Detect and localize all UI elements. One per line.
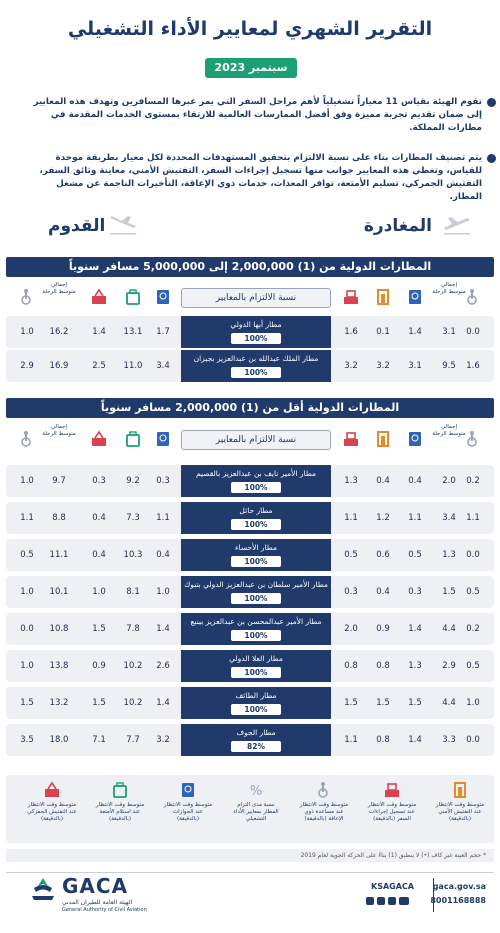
departure-value: 0.0 <box>466 735 480 745</box>
airport-name: مطار الملك عبدالله بن عبدالعزيز بجيزان <box>193 354 319 363</box>
departure-value: 3.2 <box>344 361 358 371</box>
compliance-percent: 100% <box>231 333 281 344</box>
departure-value: 0.1 <box>376 327 390 337</box>
arrival-value: 1.7 <box>156 327 170 337</box>
airport-cell <box>181 465 331 497</box>
airport-cell <box>181 724 331 756</box>
percent-icon <box>230 781 282 799</box>
intro-text-2: يتم تصنيف المطارات بناء على نسبة الالتزام بتحقيق المستهدفات المحددة لكل معيار بطريقة موحدة للقياس، وتغطي هذه المعايير جوانب منها تسجيل إجراءات السفر، التفتيش الأمني، معاينة وثائق السفر، التفتيش الجمركي، تسليم الأمتعة، توافر المعدات، خدمات ذوي الإعاقة، التأخيرات الناجمة عن مشغل المطار. <box>39 153 482 202</box>
wheelchair-icon <box>464 430 482 448</box>
departure-value: 2.9 <box>442 661 456 671</box>
departure-value: 2.0 <box>344 624 358 634</box>
departure-value: 1.1 <box>408 513 422 523</box>
facebook-icon <box>388 897 396 905</box>
airport-name: مطار حائل <box>239 506 273 515</box>
legend <box>6 775 494 843</box>
departure-value: 1.4 <box>408 624 422 634</box>
legend-item <box>298 781 350 823</box>
arrival-value: 3.5 <box>20 735 34 745</box>
website-link[interactable]: gaca.gov.sa <box>432 882 486 891</box>
airport-cell <box>181 687 331 719</box>
departure-value: 0.0 <box>466 327 480 337</box>
avg-trip-label: إجمالي متوسط الرحلة <box>42 282 76 295</box>
legend-item <box>434 781 486 823</box>
legend-text: متوسط وقت الانتظار عند التفتيش الجمركي (بالدقيقة) <box>27 802 77 822</box>
compliance-percent: 100% <box>231 556 281 567</box>
departure-value: 1.1 <box>344 735 358 745</box>
arrival-value: 13.8 <box>49 661 69 671</box>
legend-text: متوسط وقت الانتظار عند التفتيش الأمني (بالدقيقة) <box>435 802 485 822</box>
arrival-value: 9.2 <box>126 476 140 486</box>
logo-arabic: الهيئة العامة للطيران المدني <box>62 899 133 906</box>
table-row <box>6 650 494 682</box>
arrival-value: 7.8 <box>126 624 140 634</box>
section-title-small-airports: المطارات الدولية أقل من (1) 2,000,000 مسافر سنوياً <box>6 398 494 418</box>
airport-name: مطار الجوف <box>236 728 276 737</box>
departure-value: 1.3 <box>408 661 422 671</box>
table-row <box>6 316 494 348</box>
arrival-value: 0.4 <box>92 513 106 523</box>
departure-value: 1.5 <box>408 698 422 708</box>
bullet-icon <box>487 154 496 163</box>
airport-cell <box>181 613 331 645</box>
instagram-icon <box>377 897 385 905</box>
airport-cell <box>181 539 331 571</box>
departure-value: 1.5 <box>376 698 390 708</box>
compliance-percent: 100% <box>231 593 281 604</box>
legend-text: متوسط وقت الانتظار عند الجوازات (بالدقيقة) <box>163 802 213 822</box>
departure-value: 3.1 <box>408 361 422 371</box>
airport-cell <box>181 316 331 348</box>
departure-value: 0.5 <box>466 661 480 671</box>
arrival-value: 9.7 <box>52 476 66 486</box>
compliance-percent: 100% <box>231 482 281 493</box>
arrival-value: 10.3 <box>123 550 143 560</box>
arrival-value: 0.0 <box>20 624 34 634</box>
departure-value: 0.8 <box>376 661 390 671</box>
arrival-value: 18.0 <box>49 735 69 745</box>
departure-value: 0.8 <box>344 661 358 671</box>
arrival-value: 1.0 <box>20 587 34 597</box>
compliance-percent: 100% <box>231 630 281 641</box>
departure-value: 1.6 <box>466 361 480 371</box>
arrival-value: 1.4 <box>156 624 170 634</box>
passport-icon <box>162 781 214 799</box>
departure-value: 3.3 <box>442 735 456 745</box>
arrival-value: 7.7 <box>126 735 140 745</box>
departure-value: 4.4 <box>442 698 456 708</box>
arrival-value: 1.4 <box>156 698 170 708</box>
departure-value: 1.0 <box>466 698 480 708</box>
arrival-value: 2.9 <box>20 361 34 371</box>
departure-value: 0.2 <box>466 624 480 634</box>
arrival-value: 10.1 <box>49 587 69 597</box>
arrival-value: 11.1 <box>49 550 69 560</box>
legend-item <box>162 781 214 823</box>
footer-divider <box>6 872 494 873</box>
compliance-percent: 100% <box>231 519 281 530</box>
legend-text: متوسط وقت الانتظار عند مساعدة ذوي الإعاقة (بالدقيقة) <box>299 802 349 822</box>
arrival-value: 0.3 <box>156 476 170 486</box>
avg-trip-label: إجمالي متوسط الرحلة <box>432 282 466 295</box>
passport-icon <box>406 430 424 448</box>
passport-icon <box>406 288 424 306</box>
baggage-claim-icon <box>94 781 146 799</box>
check-in-desk-icon <box>342 288 360 306</box>
bullet-icon <box>487 98 496 107</box>
arrival-value: 0.4 <box>92 550 106 560</box>
legend-text: متوسط وقت الانتظار عند استلام الأمتعة (بالدقيقة) <box>95 802 145 822</box>
departure-value: 1.5 <box>442 587 456 597</box>
departure-value: 0.3 <box>344 587 358 597</box>
departure-value: 1.4 <box>408 735 422 745</box>
table-row <box>6 687 494 719</box>
airport-name: مطار الطائف <box>235 691 277 700</box>
security-scanner-icon <box>434 781 486 799</box>
airport-name: مطار الأمير سلطان بن عبدالعزيز الدولي بتبوك <box>184 580 328 589</box>
departure-value: 0.3 <box>408 587 422 597</box>
compliance-percent: 100% <box>231 704 281 715</box>
table-row <box>6 465 494 497</box>
airport-cell <box>181 350 331 382</box>
section-title-large-airports: المطارات الدولية من (1) 2,000,000 إلى 5,000,000 مسافر سنوياً <box>6 257 494 277</box>
page-title: التقرير الشهري لمعايير الأداء التشغيلي <box>67 18 433 40</box>
check-in-desk-icon <box>342 430 360 448</box>
security-scanner-icon <box>374 288 392 306</box>
departure-value: 3.4 <box>442 513 456 523</box>
intro-paragraph-1 <box>22 96 482 135</box>
customs-icon <box>90 430 108 448</box>
departure-value: 0.2 <box>466 476 480 486</box>
departure-value: 0.5 <box>408 550 422 560</box>
arrival-value: 8.8 <box>52 513 66 523</box>
compliance-percent: 100% <box>231 667 281 678</box>
arrival-value: 1.1 <box>20 513 34 523</box>
compliance-header: نسبة الالتزام بالمعايير <box>181 430 331 450</box>
arrival-value: 13.1 <box>123 327 143 337</box>
departure-value: 1.5 <box>344 698 358 708</box>
arrival-label: القدوم <box>48 216 106 236</box>
arrival-value: 7.1 <box>92 735 106 745</box>
wheelchair-icon <box>298 781 350 799</box>
twitter-icon <box>366 897 374 905</box>
table-row <box>6 613 494 645</box>
column-header-row <box>6 424 494 458</box>
check-in-desk-icon <box>366 781 418 799</box>
arrival-value: 1.5 <box>92 698 106 708</box>
airport-name: مطار الأحساء <box>235 543 277 552</box>
phone-number[interactable]: 8001168888 <box>430 896 486 905</box>
departure-value: 0.4 <box>376 587 390 597</box>
arrival-value: 8.1 <box>126 587 140 597</box>
departure-value: 1.1 <box>466 513 480 523</box>
intro-paragraph-2 <box>22 152 482 204</box>
month-badge: سبتمبر 2023 <box>205 58 297 78</box>
departure-value: 1.2 <box>376 513 390 523</box>
youtube-icon <box>399 897 409 905</box>
wheelchair-icon <box>18 288 36 306</box>
legend-item <box>230 781 282 823</box>
compliance-percent: 100% <box>231 367 281 378</box>
wheelchair-icon <box>18 430 36 448</box>
departure-plane-icon <box>442 214 472 236</box>
arrival-value: 2.5 <box>92 361 106 371</box>
legend-item <box>366 781 418 823</box>
arrival-value: 1.1 <box>156 513 170 523</box>
departure-value: 1.4 <box>408 327 422 337</box>
departure-value: 0.5 <box>466 587 480 597</box>
departure-value: 4.4 <box>442 624 456 634</box>
logo-text: GACA <box>62 874 129 898</box>
arrival-value: 1.0 <box>20 476 34 486</box>
security-scanner-icon <box>374 430 392 448</box>
customs-icon <box>26 781 78 799</box>
baggage-claim-icon <box>124 430 142 448</box>
arrival-value: 7.3 <box>126 513 140 523</box>
departure-value: 1.6 <box>344 327 358 337</box>
baggage-claim-icon <box>124 288 142 306</box>
compliance-header: نسبة الالتزام بالمعايير <box>181 288 331 308</box>
arrival-value: 3.2 <box>156 735 170 745</box>
svg-text:%: % <box>249 784 263 799</box>
arrival-value: 1.5 <box>92 624 106 634</box>
table-row <box>6 502 494 534</box>
departure-value: 0.9 <box>376 624 390 634</box>
table-row <box>6 350 494 382</box>
arrival-value: 11.0 <box>123 361 143 371</box>
arrival-value: 3.4 <box>156 361 170 371</box>
arrival-value: 16.2 <box>49 327 69 337</box>
departure-value: 0.6 <box>376 550 390 560</box>
departure-value: 3.1 <box>442 327 456 337</box>
arrival-value: 13.2 <box>49 698 69 708</box>
airport-name: مطار الأمير نايف بن عبدالعزيز بالقصيم <box>195 469 317 478</box>
legend-text: متوسط وقت الانتظار عند تسجيل إجراءات السفر (بالدقيقة) <box>367 802 417 822</box>
arrival-value: 0.3 <box>92 476 106 486</box>
airport-name: مطار الأمير عبدالمحسن بن عبدالعزيز بينبع <box>190 617 322 626</box>
arrival-value: 0.5 <box>20 550 34 560</box>
departure-label: المغادرة <box>363 216 432 236</box>
customs-icon <box>90 288 108 306</box>
arrival-value: 10.2 <box>123 698 143 708</box>
column-header-row <box>6 282 494 316</box>
airport-cell <box>181 650 331 682</box>
departure-value: 0.5 <box>344 550 358 560</box>
departure-value: 1.1 <box>344 513 358 523</box>
arrival-value: 1.5 <box>20 698 34 708</box>
departure-value: 1.3 <box>344 476 358 486</box>
arrival-value: 2.6 <box>156 661 170 671</box>
airport-name: مطار العلا الدولي <box>229 654 283 663</box>
airport-cell <box>181 502 331 534</box>
footnote: * حجم العينة غير كاف (•) لا ينطبق (1) بناءً على الحركة الجوية لعام 2019 <box>6 849 494 862</box>
gaca-logo-icon <box>28 876 58 908</box>
departure-value: 3.2 <box>376 361 390 371</box>
social-icons <box>364 896 414 906</box>
arrival-value: 1.0 <box>156 587 170 597</box>
avg-trip-label: إجمالي متوسط الرحلة <box>42 424 76 437</box>
legend-item <box>26 781 78 823</box>
arrival-value: 1.0 <box>20 661 34 671</box>
intro-text-1: تقوم الهيئة بقياس 11 معياراً تشغيلياً لأهم مراحل السفر التي يمر عبرها المسافرين وتهدف هذه المعايير إلى ضمان تقديم تجربة مميزة وفق أفضل الممارسات العالمية للارتقاء بمستوى الخدمات المقدمة في مطارات المملكة. <box>33 97 482 133</box>
compliance-percent: 82% <box>231 741 281 752</box>
departure-value: 0.0 <box>466 550 480 560</box>
wheelchair-icon <box>464 288 482 306</box>
arrival-value: 1.0 <box>20 327 34 337</box>
arrival-value: 16.9 <box>49 361 69 371</box>
passport-icon <box>154 430 172 448</box>
table-row <box>6 724 494 756</box>
social-handle[interactable]: KSAGACA <box>371 882 414 891</box>
arrival-value: 0.9 <box>92 661 106 671</box>
arrival-value: 1.0 <box>92 587 106 597</box>
legend-text: نسبة مدى التزام المطار بمعايير الأداء التشغيلي <box>233 802 279 822</box>
airport-cell <box>181 576 331 608</box>
arrival-plane-icon <box>108 214 138 236</box>
table-row <box>6 539 494 571</box>
departure-value: 2.0 <box>442 476 456 486</box>
arrival-value: 0.4 <box>156 550 170 560</box>
avg-trip-label: إجمالي متوسط الرحلة <box>432 424 466 437</box>
logo-english: General Authority of Civil Aviation <box>62 907 147 913</box>
airport-name: مطار أبها الدولي <box>230 320 282 329</box>
legend-item <box>94 781 146 823</box>
passport-icon <box>154 288 172 306</box>
departure-value: 1.3 <box>442 550 456 560</box>
arrival-value: 1.4 <box>92 327 106 337</box>
arrival-value: 10.2 <box>123 661 143 671</box>
departure-value: 0.4 <box>376 476 390 486</box>
departure-value: 0.8 <box>376 735 390 745</box>
departure-value: 9.5 <box>442 361 456 371</box>
departure-value: 0.4 <box>408 476 422 486</box>
table-row <box>6 576 494 608</box>
arrival-value: 10.8 <box>49 624 69 634</box>
